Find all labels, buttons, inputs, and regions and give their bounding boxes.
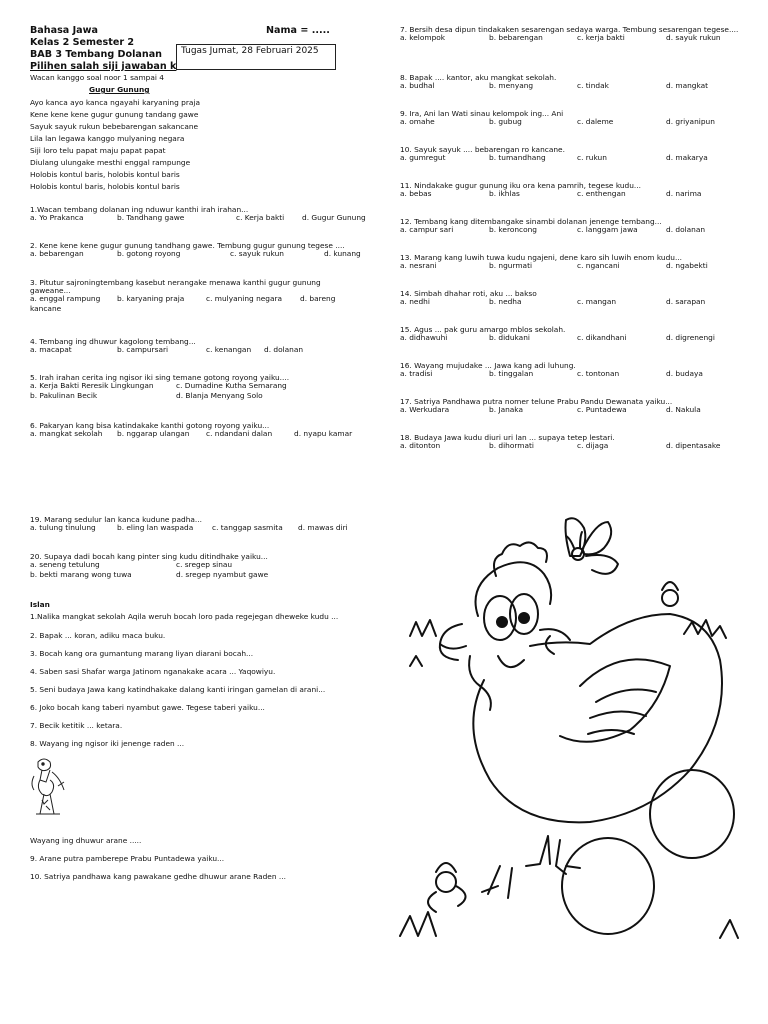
- question-13: [400, 254, 750, 272]
- option-b[interactable]: b. ikhlas: [489, 189, 520, 199]
- wayang-illustration: [28, 756, 68, 826]
- hen-coloring-illustration: [400, 506, 750, 958]
- option-d[interactable]: d. kunang: [324, 249, 361, 259]
- essay-item-5: 5. Seni budaya Jawa kang katindhakake dalang kanti iringan gamelan di arani...: [30, 685, 326, 694]
- essay-item-8: 8. Wayang ing ngisor iki jenenge raden ...: [30, 739, 185, 748]
- question-14: [400, 290, 750, 308]
- poem-line: Diulang ulungake mesthi enggal rampunge: [30, 158, 191, 167]
- option-b[interactable]: b. keroncong: [489, 225, 537, 235]
- essay-item-4: 4. Saben sasi Shafar warga Jatinom nganakake acara ... Yaqowiyu.: [30, 667, 276, 676]
- option-b[interactable]: b. bekti marang wong tuwa: [30, 570, 132, 580]
- option-a[interactable]: a. macapat: [30, 345, 72, 355]
- essay-item-3: 3. Bocah kang ora gumantung marang liyan diarani bocah...: [30, 649, 254, 658]
- question-text: 8. Bapak .... kantor, aku mangkat sekolah.: [400, 73, 557, 82]
- option-d[interactable]: d. dipentasake: [666, 441, 721, 451]
- option-a[interactable]: a. tulung tinulung: [30, 523, 96, 533]
- poem-line: Sayuk sayuk rukun bebebarengan sakancane: [30, 122, 199, 131]
- option-continuation: kancane: [30, 304, 62, 314]
- question-5: [30, 374, 370, 402]
- poem-line: Ayo kanca ayo kanca ngayahi karyaning praja: [30, 98, 200, 107]
- option-b[interactable]: b. ngurmati: [489, 261, 533, 271]
- option-b[interactable]: b. gubug: [489, 117, 522, 127]
- question-text: 16. Wayang mujudake ... Jawa kang adi luhung.: [400, 361, 576, 370]
- option-b[interactable]: b. Janaka: [489, 405, 523, 415]
- option-d[interactable]: d. makarya: [666, 153, 708, 163]
- essay-item-10: 10. Satriya pandhawa kang pawakane gedhe dhuwur arane Raden ...: [30, 872, 286, 881]
- butterfly-drawing: [566, 518, 619, 574]
- option-a[interactable]: a. budhal: [400, 81, 435, 91]
- option-b[interactable]: b. tinggalan: [489, 369, 534, 379]
- option-b[interactable]: b. gotong royong: [117, 249, 181, 259]
- option-b[interactable]: b. didukani: [489, 333, 530, 343]
- question-text: 10. Sayuk sayuk .... bebarengan ro kancane.: [400, 145, 565, 154]
- option-c[interactable]: c. Puntadewa: [577, 405, 627, 415]
- option-c[interactable]: c. ngancani: [577, 261, 620, 271]
- option-d[interactable]: d. sregep nyambut gawe: [176, 570, 269, 580]
- options-row: [30, 392, 370, 402]
- question-text: 4. Tembang ing dhuwur kagolong tembang...: [30, 337, 196, 346]
- option-a[interactable]: a. didhawuhi: [400, 333, 448, 343]
- task-date-box: [176, 44, 336, 70]
- poem-line: Siji loro telu papat maju papat papat: [30, 146, 166, 155]
- option-b[interactable]: b. Pakulinan Becik: [30, 391, 98, 401]
- options-row: [30, 346, 370, 356]
- question-4: [30, 338, 370, 356]
- option-b[interactable]: b. dihormati: [489, 441, 534, 451]
- question-15: [400, 326, 750, 344]
- question-19: [30, 516, 390, 534]
- option-c[interactable]: c. mulyaning negara: [206, 294, 283, 304]
- option-a[interactable]: a. Kerja Bakti Reresik Lingkungan: [30, 381, 154, 391]
- class-title: Kelas 2 Semester 2: [30, 37, 135, 48]
- question-text: 13. Marang kang luwih tuwa kudu ngajeni, dene karo sih luwih enom kudu...: [400, 253, 682, 262]
- option-a[interactable]: a. bebas: [400, 189, 432, 199]
- option-c[interactable]: c. dijaga: [577, 441, 609, 451]
- question-text: 6. Pakaryan kang bisa katindakake kanthi gotong royong yaiku...: [30, 421, 270, 430]
- question-text: 9. Ira, Ani lan Wati sinau kelompok ing... Ani: [400, 109, 564, 118]
- question-20: [30, 553, 390, 581]
- poem-title: Gugur Gunung: [89, 85, 150, 94]
- question-11: [400, 182, 750, 200]
- question-7: [400, 26, 750, 44]
- option-b[interactable]: b. menyang: [489, 81, 534, 91]
- options-row: [30, 571, 390, 581]
- option-c[interactable]: c. sayuk rukun: [230, 249, 284, 259]
- essay-title: Islan: [30, 600, 50, 609]
- question-text: 14. Simbah dhahar roti, aku ... bakso: [400, 289, 537, 298]
- option-d[interactable]: d. mangkat: [666, 81, 709, 91]
- option-b[interactable]: b. bebarengan: [489, 33, 543, 43]
- option-a[interactable]: a. kelompok: [400, 33, 446, 43]
- option-d[interactable]: d. sayuk rukun: [666, 33, 721, 43]
- options-row: [400, 34, 750, 44]
- option-d[interactable]: d. nyapu kamar: [294, 429, 353, 439]
- essay-item-9: 9. Arane putra pamberepe Prabu Puntadewa yaiku...: [30, 854, 225, 863]
- poem-line: Holobis kontul baris, holobis kontul baris: [30, 170, 180, 179]
- question-12: [400, 218, 750, 236]
- question-3: [30, 279, 350, 313]
- poem-line: Lila lan legawa kanggo mulyaning negara: [30, 134, 185, 143]
- options-row: [30, 250, 370, 260]
- question-6: [30, 422, 370, 440]
- essay-item-2: 2. Bapak ... koran, adiku maca buku.: [30, 631, 166, 640]
- option-d[interactable]: d. digrenengi: [666, 333, 715, 343]
- option-c[interactable]: c. mangan: [577, 297, 617, 307]
- question-8: [400, 74, 750, 92]
- option-b[interactable]: b. campursari: [117, 345, 169, 355]
- question-text: 20. Supaya dadi bocah kang pinter sing kudu ditindhake yaiku...: [30, 552, 268, 561]
- option-a[interactable]: a. ditonton: [400, 441, 441, 451]
- option-c[interactable]: c. rukun: [577, 153, 607, 163]
- option-a[interactable]: a. Werkudara: [400, 405, 450, 415]
- option-b[interactable]: b. Tandhang gawe: [117, 213, 185, 223]
- option-d[interactable]: d. dolanan: [264, 345, 304, 355]
- option-c[interactable]: c. kenangan: [206, 345, 252, 355]
- option-a[interactable]: a. mangkat sekolah: [30, 429, 103, 439]
- option-c[interactable]: c. sregep sinau: [176, 560, 233, 570]
- option-a[interactable]: a. gumregut: [400, 153, 446, 163]
- option-b[interactable]: b. tumandhang: [489, 153, 546, 163]
- question-text: 7. Bersih desa dipun tindakaken sesarengan sedaya warga. Tembung sesarengan tegese....: [400, 25, 739, 34]
- chapter-title: BAB 3 Tembang Dolanan: [30, 49, 163, 60]
- option-c[interactable]: c. tindak: [577, 81, 609, 91]
- option-c[interactable]: c. Kerja bakti: [236, 213, 285, 223]
- option-c[interactable]: c. tanggap sasmita: [212, 523, 283, 533]
- options-row: [400, 82, 750, 92]
- essay-after-image-1: Wayang ing dhuwur arane .....: [30, 836, 142, 845]
- option-d[interactable]: d. Blanja Menyang Solo: [176, 391, 263, 401]
- question-text: 2. Kene kene kene gugur gunung tandhang gawe. Tembung gugur gunung tegese ....: [30, 241, 345, 250]
- options-row: [400, 154, 750, 164]
- option-c[interactable]: c. enthengan: [577, 189, 626, 199]
- option-b[interactable]: b. eling lan waspada: [117, 523, 194, 533]
- question-1: [30, 206, 370, 224]
- essay-item-7: 7. Becik ketitik ... ketara.: [30, 721, 123, 730]
- question-18: [400, 434, 750, 452]
- option-c[interactable]: c. ndandani dalan: [206, 429, 273, 439]
- options-row: [400, 226, 750, 236]
- question-10: [400, 146, 750, 164]
- name-field-label: Nama = .....: [266, 25, 330, 36]
- essay-item-1: 1.Nalika mangkat sekolah Aqila weruh bocah loro pada regejegan dheweke kudu ...: [30, 612, 339, 621]
- options-row: [400, 262, 750, 272]
- option-a[interactable]: a. omahe: [400, 117, 435, 127]
- options-row: [400, 406, 750, 416]
- option-c[interactable]: c. kerja bakti: [577, 33, 625, 43]
- option-a[interactable]: a. tradisi: [400, 369, 433, 379]
- option-b[interactable]: b. nggarap ulangan: [117, 429, 190, 439]
- options-row: [30, 295, 350, 305]
- question-text: 12. Tembang kang ditembangake sinambi dolanan jenenge tembang...: [400, 217, 662, 226]
- options-row: [30, 214, 370, 224]
- task-date-label: Tugas Jumat, 28 Februari 2025: [181, 46, 319, 56]
- reading-note: Wacan kanggo soal noor 1 sampai 4: [30, 73, 164, 82]
- question-17: [400, 398, 750, 416]
- question-text: 1.Wacan tembang dolanan ing nduwur kanthi irah irahan...: [30, 205, 249, 214]
- option-d[interactable]: d. Nakula: [666, 405, 701, 415]
- subject-title: Bahasa Jawa: [30, 25, 98, 36]
- question-text: 18. Budaya Jawa kudu diuri uri lan ... supaya tetep lestari.: [400, 433, 615, 442]
- option-c[interactable]: c. tontonan: [577, 369, 620, 379]
- question-2: [30, 242, 370, 260]
- option-b[interactable]: b. nedha: [489, 297, 522, 307]
- options-row: [400, 442, 750, 452]
- option-c[interactable]: c. Dumadine Kutha Semarang: [176, 381, 287, 391]
- options-row: [30, 430, 370, 440]
- instruction-text: Pilihen salah siji jawaban k: [30, 61, 177, 72]
- option-d[interactable]: d. ngabekti: [666, 261, 708, 271]
- question-16: [400, 362, 750, 380]
- option-a[interactable]: a. nedhi: [400, 297, 430, 307]
- options-row: [400, 118, 750, 128]
- options-row: [400, 334, 750, 344]
- option-d[interactable]: d. budaya: [666, 369, 703, 379]
- poem-body: [30, 97, 200, 193]
- option-d[interactable]: d. dolanan: [666, 225, 706, 235]
- option-d[interactable]: d. griyanipun: [666, 117, 715, 127]
- essay-item-6: 6. Joko bocah kang taberi nyambut gawe. Tegese taberi yaiku...: [30, 703, 265, 712]
- question-text: 11. Nindakake gugur gunung iku ora kena pamrih, tegese kudu...: [400, 181, 641, 190]
- options-row: [30, 524, 390, 534]
- option-d[interactable]: d. sarapan: [666, 297, 706, 307]
- option-a[interactable]: a. enggal rampung: [30, 294, 101, 304]
- question-text: 5. Irah irahan cerita ing ngisor iki sing temane gotong royong yaiku....: [30, 373, 290, 382]
- question-text: 17. Satriya Pandhawa putra nomer telune Prabu Pandu Dewanata yaiku...: [400, 397, 673, 406]
- option-a[interactable]: a. seneng tetulung: [30, 560, 100, 570]
- question-text: 19. Marang sedulur lan kanca kudune padha...: [30, 515, 202, 524]
- option-a[interactable]: a. bebarengan: [30, 249, 84, 259]
- options-row: [400, 298, 750, 308]
- question-text: 15. Agus ... pak guru amargo mblos sekolah.: [400, 325, 566, 334]
- option-d[interactable]: d. Gugur Gunung: [302, 213, 366, 223]
- poem-line: Holobis kontul baris, holobis kontul baris: [30, 182, 180, 191]
- option-d[interactable]: d. narima: [666, 189, 702, 199]
- poem-line: Kene kene kene gugur gunung tandang gawe: [30, 110, 199, 119]
- option-c[interactable]: c. daleme: [577, 117, 614, 127]
- option-b[interactable]: b. karyaning praja: [117, 294, 185, 304]
- option-d[interactable]: d. mawas diri: [298, 523, 348, 533]
- option-a[interactable]: a. nesrani: [400, 261, 437, 271]
- options-row: [400, 190, 750, 200]
- option-d[interactable]: d. bareng: [300, 294, 336, 304]
- option-c[interactable]: c. langgam jawa: [577, 225, 638, 235]
- option-a[interactable]: a. campur sari: [400, 225, 454, 235]
- question-text: 3. Pitutur sajroningtembang kasebut nerangake menawa kanthi gugur gunung gaweane...: [30, 278, 321, 296]
- option-c[interactable]: c. dikandhani: [577, 333, 627, 343]
- question-9: [400, 110, 750, 128]
- option-a[interactable]: a. Yo Prakanca: [30, 213, 84, 223]
- options-row: [400, 370, 750, 380]
